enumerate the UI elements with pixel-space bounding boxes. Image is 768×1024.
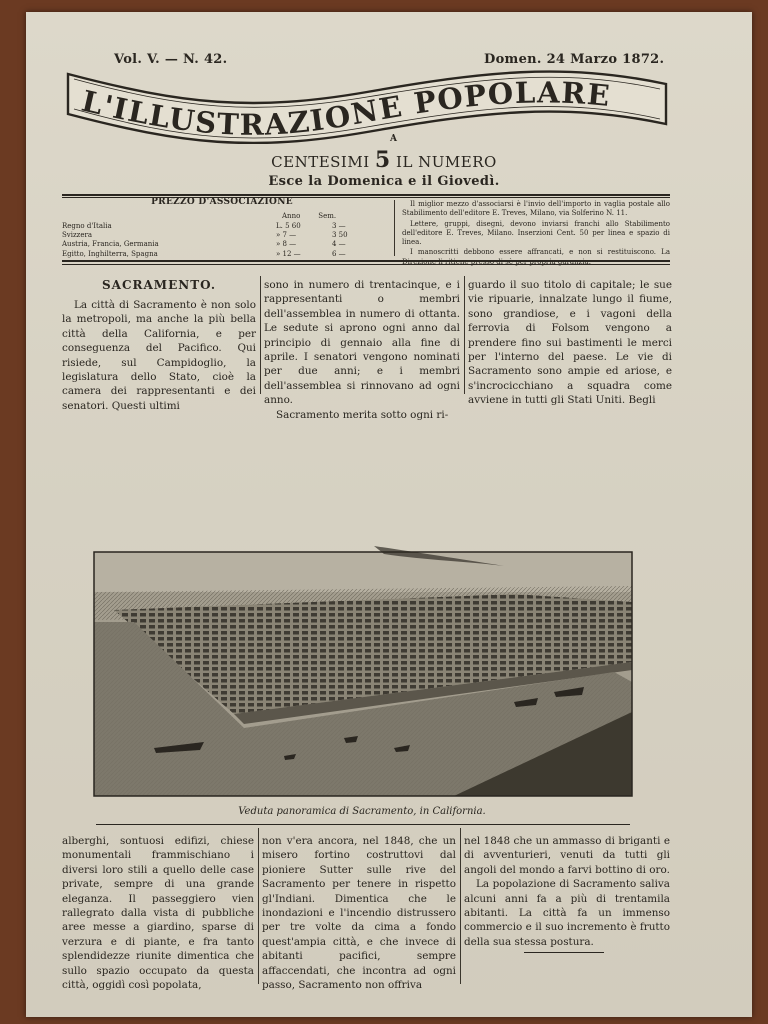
article-paragraph: Sacramento merita sotto ogni ri- [276,408,449,421]
publication-schedule: Esce la Domenica e il Giovedì. [268,174,500,189]
article-paragraph: nel 1848 che un ammasso di briganti e di avventurieri, venuti da tutti gli angoli del mondo a farvi bottino di oro. [464,835,670,876]
article-column-1-bottom [62,834,254,992]
article-paragraph: sono in numero di trentacinque, e i rappresentanti o membri dell'assemblea in numero di ottanta. Le sedute si aprono ogni anno dal principio di gennaio alla fine di aprile. I senatori vengono nominati per due anni; e i membri dell'assemblea si rinnovano ad ogni anno. [264,279,460,407]
subscription-row [62,222,392,231]
subscription-year-price: » 8 — [276,240,297,249]
subscription-country: Svizzera [62,231,93,240]
price-prefix: CENTESIMI [271,153,370,171]
article-title: SACRAMENTO. [102,278,217,292]
illustration-caption: Veduta panoramica di Sacramento, in California. [238,806,486,817]
sacramento-engraving [94,552,632,796]
volume-number: Vol. V. — N. 42. [114,52,228,67]
subscription-country: Regno d'Italia [62,222,112,230]
header-rule-top [62,194,670,196]
header-column-separator [394,200,395,256]
article-paragraph: La popolazione di Sacramento saliva alcuni anni fa a più di trentamila abitanti. La città fa un immenso commercio e il suo incremento è frutto della sua stessa postura. [464,878,670,948]
subscription-heading: PREZZO D'ASSOCIAZIONE [151,197,293,207]
header-rule-bottom-inner [62,264,670,265]
subscription-year-price: » 12 — [276,249,301,258]
article-paragraph: guardo il suo titolo di capitale; le sue vie ripuarie, innalzate lungo il fiume, sono grandiose, e i vagoni della ferrovia di Folsom vengono a prendere fino sui bastimenti le merci per l'interno del paese. Le vie di Sacramento sono ampie ed ariose, e s'incrocicchiano a squadra come avviene in tutti gli Stati Uniti. Begli [468,279,672,407]
price-line [0,147,768,173]
article-column-2-bottom [262,834,456,992]
column-year: Anno [282,212,301,220]
issue-date: Domen. 24 Marzo 1872. [484,52,665,67]
subscription-country: Austria, Francia, Germania [62,240,159,249]
article-column-3-top [468,278,672,407]
article-column-3-bottom [464,834,670,950]
article-paragraph: alberghi, sontuosi edifizi, chiese monumentali frammischiano i diversi loro stili a quello delle case private, sempre di una grande eleganza. Il passeggiero vien rallegrato dalla vista di pubbliche aree messe a giardino, sparse di verzura e di piante, e fra tanto splendidezze riunite dimentica che sullo spazio occupato da questa città, oggidì così popolata, [62,835,254,992]
masthead-banner [62,58,672,144]
article-paragraph: La città di Sacramento è non solo la metropoli, ma anche la più bella città della California, e per conseguenza del Pacifico. Qui risiede, sul Campidoglio, la legislatura dello Stato, cioè la camera dei rappresentanti e dei senatori. Questi ultimi [62,299,256,412]
article-column-2-top [264,278,460,421]
subscription-row [62,240,392,249]
masthead-a-mark: A [390,134,397,144]
column-separator [460,828,461,984]
subscription-semester-price: 6 — [332,249,346,258]
engraving-sky [94,552,632,592]
header-rule-bottom [62,260,670,262]
subscription-semester-price: 4 — [332,240,346,249]
subscription-column-headers [282,212,392,221]
subscription-year-price: L. 5 60 [276,222,301,230]
subscription-row [62,250,392,259]
column-separator [464,276,465,394]
caption-rule [96,824,630,825]
column-separator [258,828,259,984]
column-semester: Sem. [318,212,337,220]
column-separator [260,276,261,394]
subscription-rows [62,222,392,259]
price-suffix: IL NUMERO [396,153,497,171]
article-end-rule [524,952,604,953]
subscription-semester-price: 3 — [332,222,346,230]
publisher-notice [402,200,670,268]
article-paragraph: non v'era ancora, nel 1848, che un misero fortino costruttovi dal pioniere Sutter sulle rive del Sacramento per tenere in rispetto gl'Indiani. Dimentica che le inondazioni e l'incendio distrussero per tre volte da cima a fondo quest'ampia città, e che invece di abitanti pacifici, sempre affaccendati, che incontra ad ogni passo, Sacramento non offriva [262,835,456,992]
article-column-1-top [62,298,256,412]
subscription-box [62,197,382,258]
subscription-year-price: » 7 — [276,231,297,240]
notice-paragraph: I manoscritti debbono essere affrancati, e non si restituiscono. La Direzione li ritiene presso di sè per propria garanzia. [402,248,670,266]
notice-paragraph: Il miglior mezzo d'associarsi è l'invio dell'importo in vaglia postale allo Stabilimento dell'editore E. Treves, Milano, via Solferino N. 11. [402,200,670,218]
notice-paragraph: Lettere, gruppi, disegni, devono inviarsi franchi allo Stabilimento dell'editore E. Treves, Milano. Inserzioni Cent. 50 per linea e spazio di linea. [402,219,670,247]
subscription-row [62,231,392,240]
subscription-country: Egitto, Inghilterra, Spagna [62,249,158,258]
subscription-semester-price: 3 50 [332,231,348,240]
price-number: 5 [374,147,391,173]
masthead-title: L'ILLUSTRAZIONE POPOLARE [78,75,613,142]
